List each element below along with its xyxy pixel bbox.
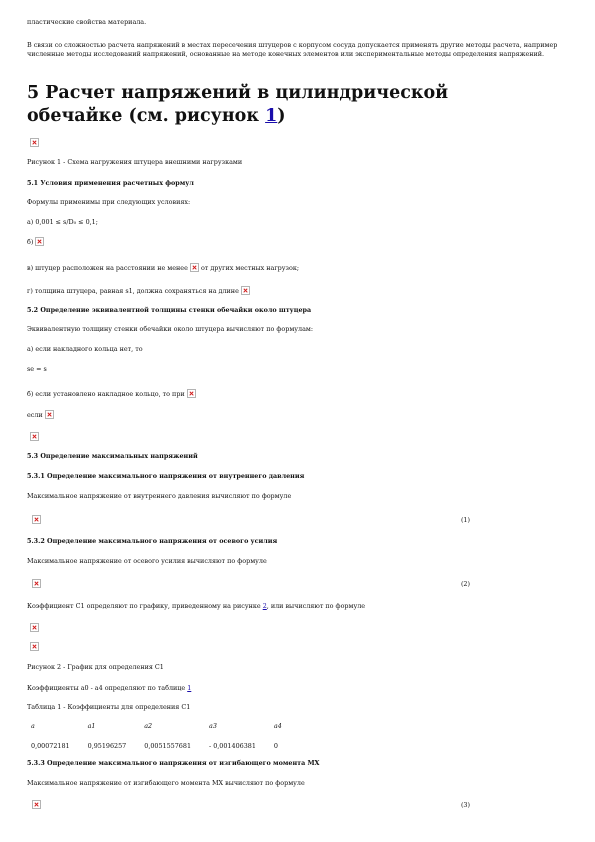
table-header-cell: a1: [87, 722, 96, 730]
broken-image-icon: [30, 138, 39, 147]
subsection-heading: 5.3.1 Определение максимального напряжения от внутреннего давления: [27, 472, 305, 480]
table-header-row: [27, 721, 296, 731]
condition-v-text: в) штуцер расположен на расстоянии не менее: [27, 264, 188, 272]
table-cell: 0,00072181: [31, 742, 70, 750]
section-heading: [27, 82, 547, 128]
table-cell: - 0,001406381: [209, 742, 256, 750]
table-header-cell: a4: [273, 722, 282, 730]
broken-image-icon: [32, 800, 41, 809]
condition-b-label: б): [27, 238, 34, 246]
equation-number: (2): [460, 580, 470, 588]
broken-image-icon: [32, 579, 41, 588]
if-label: если: [27, 411, 43, 419]
broken-image-icon: [241, 286, 250, 295]
table-header-cell: a: [31, 722, 35, 730]
table-header-cell: a3: [209, 722, 217, 730]
table-cell: 0,0051557681: [144, 742, 192, 750]
broken-image-icon: [30, 642, 39, 651]
case-b-text: б) если установлено накладное кольцо, то при: [27, 390, 185, 398]
text-line: Формулы применимы при следующих условиях:: [27, 198, 191, 206]
condition-v: [27, 263, 299, 273]
subsection-heading: 5.1 Условия применения расчетных формул: [27, 179, 194, 187]
broken-image-icon: [30, 432, 39, 441]
equation-number: (1): [460, 516, 470, 524]
text-line: Максимальное напряжение от осевого усилия вычисляют по формуле: [27, 557, 267, 565]
broken-image-icon: [187, 389, 196, 398]
text-line: [27, 684, 191, 693]
case-b-if: [27, 410, 54, 420]
paragraph: В связи со сложностью расчета напряжений в местах пересечения штуцеров с корпусом сосуда допускается применять другие методы расчета, например численные методы исследований напряжений, основанные на методе конечных элементов или экспериментальные методы определения напряжений.: [27, 41, 558, 58]
broken-image-icon: [35, 237, 44, 246]
subsection-heading: 5.3.2 Определение максимального напряжения от осевого усилия: [27, 537, 278, 545]
condition-a: а) 0,001 ≤ s/D₀ ≤ 0,1;: [27, 218, 98, 226]
heading-text: 5 Расчет напряжений в цилиндрической обечайке (см. рисунок: [27, 83, 449, 126]
table-header-cell: a2: [144, 722, 153, 730]
table-cell: 0: [273, 742, 278, 750]
broken-image-icon: [30, 623, 39, 632]
subsection-heading: 5.3 Определение максимальных напряжений: [27, 452, 198, 460]
condition-v-text-end: от других местных нагрузок;: [200, 264, 299, 272]
equation-se: se = s: [27, 365, 47, 373]
text-line: Максимальное напряжение от внутреннего давления вычисляют по формуле: [27, 492, 292, 500]
table-caption: Таблица 1 - Коэффициенты для определения C1: [27, 703, 191, 711]
subsection-heading: 5.2 Определение эквивалентной толщины стенки обечайки около штуцера: [27, 306, 312, 314]
figure-2-link[interactable]: 2: [262, 602, 267, 610]
text-line: Эквивалентную толщину стенки обечайки около штуцера вычисляют по формулам:: [27, 325, 314, 333]
heading-close: ): [277, 106, 286, 126]
case-a: а) если накладного кольца нет, то: [27, 345, 143, 353]
coefficients-table: [27, 721, 296, 751]
figure-caption: Рисунок 2 - График для определения C1: [27, 663, 164, 671]
text-line: Максимальное напряжение от изгибающего момента MX вычисляют по формуле: [27, 779, 305, 787]
c1-text-end: , или вычисляют по формуле: [266, 602, 366, 610]
condition-b: [27, 237, 44, 247]
case-b: [27, 389, 196, 399]
subsection-heading: 5.3.3 Определение максимального напряжения от изгибающего момента MX: [27, 759, 320, 767]
broken-image-icon: [45, 410, 54, 419]
figure-1-link[interactable]: 1: [265, 106, 278, 126]
table-1-link[interactable]: 1: [187, 684, 192, 692]
condition-g-text: г) толщина штуцера, равная s1, должна сохраняться на длине: [27, 287, 239, 295]
table-cell: 0,95196257: [87, 742, 127, 750]
coef-text: Коэффициенты a0 - a4 определяют по таблице: [27, 684, 186, 692]
text-line: [27, 602, 365, 611]
broken-image-icon: [190, 263, 199, 272]
c1-text: Коэффициент C1 определяют по графику, приведенному на рисунке: [27, 602, 261, 610]
figure-caption: Рисунок 1 - Схема нагружения штуцера внешними нагрузками: [27, 158, 243, 166]
broken-image-icon: [32, 515, 41, 524]
table-row: [27, 741, 296, 751]
condition-g: [27, 286, 250, 296]
equation-number: (3): [460, 801, 470, 809]
text-line: пластические свойства материала.: [27, 18, 147, 26]
